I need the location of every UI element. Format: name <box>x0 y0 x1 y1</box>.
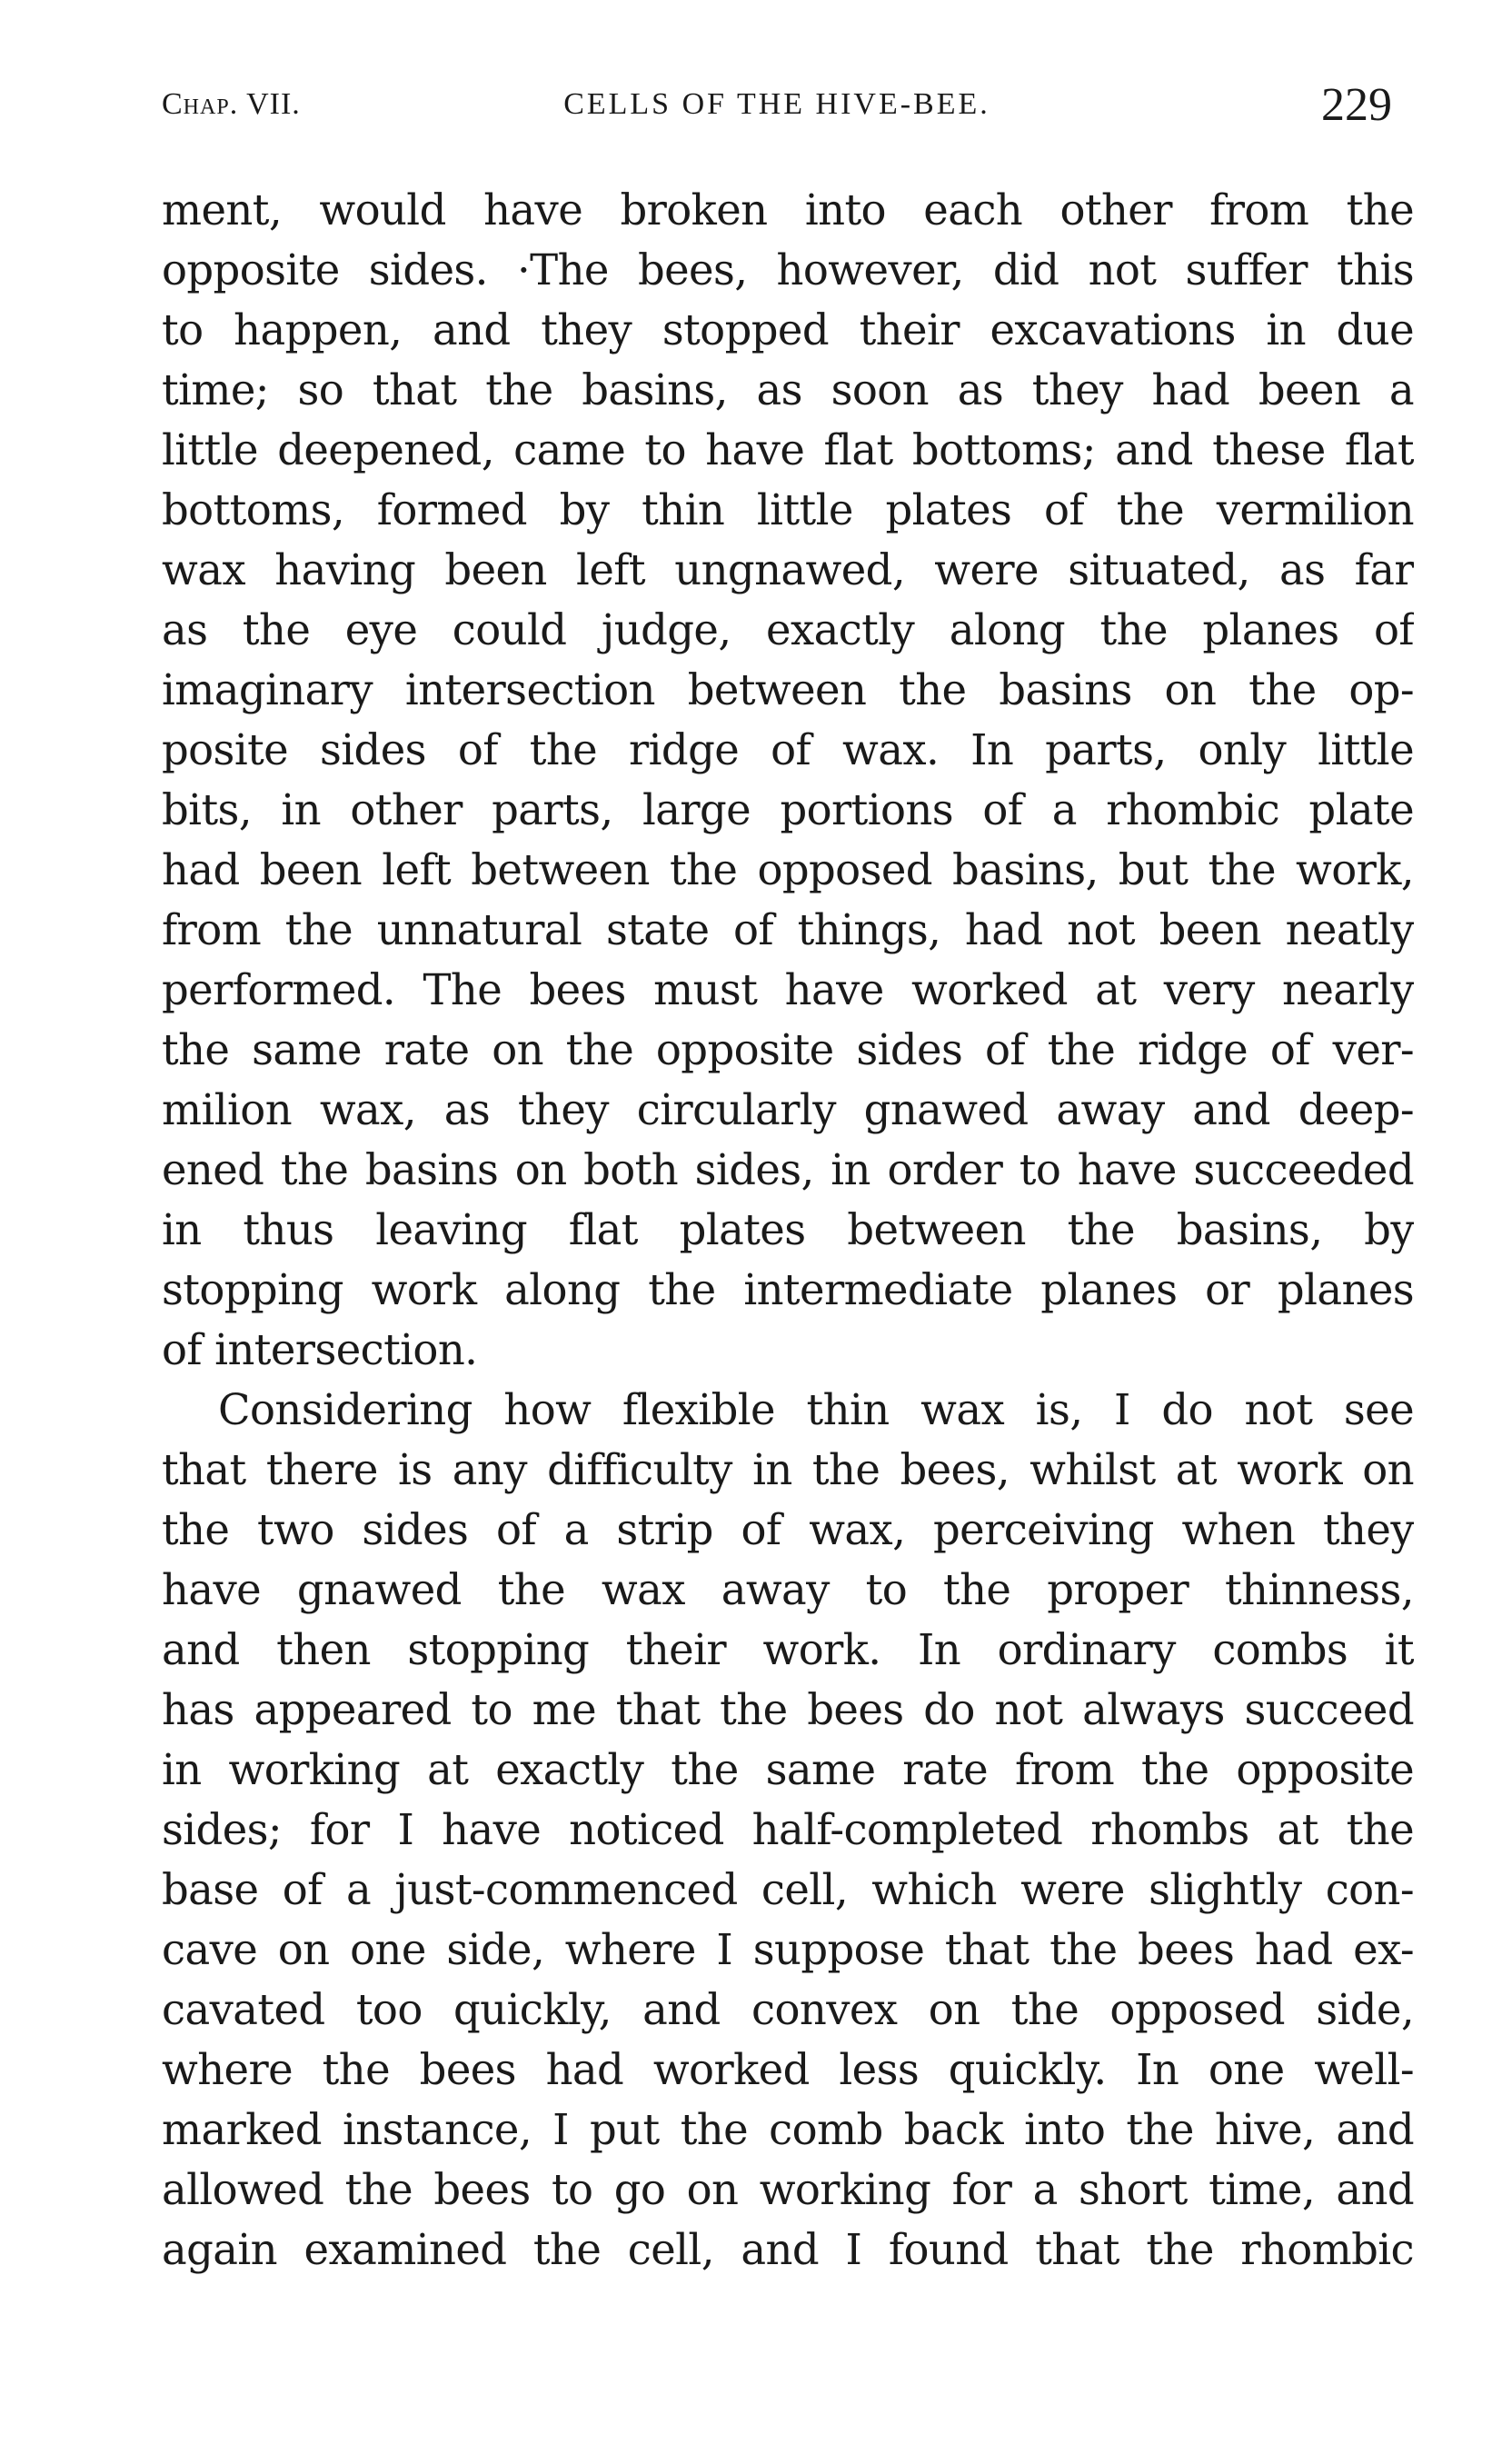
paragraph-1 <box>162 180 1414 1380</box>
text-line: cavated too quickly, and convex on the opposed side, <box>162 1985 1414 2034</box>
running-title: CELLS OF THE HIVE-BEE. <box>563 87 990 121</box>
text-line: the same rate on the opposite sides of the ridge of ver- <box>162 1025 1414 1074</box>
text-line: Considering how flexible thin wax is, I do not see <box>218 1385 1414 1434</box>
paragraph-2 <box>162 1380 1414 2280</box>
text-line: had been left between the opposed basins, but the work, <box>162 845 1414 894</box>
text-line: of intersection. <box>162 1325 478 1374</box>
text-line: that there is any difficulty in the bees, whilst at work on <box>162 1445 1414 1494</box>
text-line: wax having been left ungnawed, were situated, as far <box>162 545 1414 594</box>
text-line: as the eye could judge, exactly along the planes of <box>162 605 1414 654</box>
text-line: has appeared to me that the bees do not always succeed <box>162 1685 1414 1734</box>
text-line: again examined the cell, and I found that the rhombic <box>162 2225 1414 2274</box>
text-line: base of a just-commenced cell, which were slightly con- <box>162 1865 1414 1914</box>
text-line: allowed the bees to go on working for a short time, and <box>162 2165 1414 2214</box>
text-line: to happen, and they stopped their excavations in due <box>162 305 1414 354</box>
text-line: ened the basins on both sides, in order to have succeeded <box>162 1145 1414 1194</box>
text-line: in working at exactly the same rate from the opposite <box>162 1745 1414 1794</box>
text-line: bits, in other parts, large portions of a rhombic plate <box>162 785 1414 834</box>
body-text <box>162 180 1414 2280</box>
text-line: ment, would have broken into each other from the <box>162 185 1414 235</box>
text-line: from the unnatural state of things, had not been neatly <box>162 905 1414 954</box>
text-line: where the bees had worked less quickly. In one well- <box>162 2045 1414 2094</box>
text-line: marked instance, I put the comb back into the hive, and <box>162 2105 1414 2154</box>
text-line: posite sides of the ridge of wax. In parts, only little <box>162 725 1414 774</box>
text-line: in thus leaving flat plates between the basins, by <box>162 1205 1414 1254</box>
text-line: have gnawed the wax away to the proper thinness, <box>162 1565 1414 1614</box>
text-line: cave on one side, where I suppose that the bees had ex- <box>162 1925 1414 1974</box>
text-line: time; so that the basins, as soon as they had been a <box>162 365 1414 414</box>
text-line: milion wax, as they circularly gnawed away and deep- <box>162 1085 1414 1134</box>
text-line: stopping work along the intermediate planes or planes <box>162 1265 1414 1314</box>
text-line: performed. The bees must have worked at very nearly <box>162 965 1414 1014</box>
text-line: the two sides of a strip of wax, perceiving when they <box>162 1505 1414 1554</box>
text-line: imaginary intersection between the basins on the op- <box>162 665 1414 714</box>
chapter-label: Chap. VII. <box>162 87 301 121</box>
text-line: and then stopping their work. In ordinary combs it <box>162 1625 1414 1674</box>
page-number: 229 <box>1321 79 1392 131</box>
text-line: little deepened, came to have flat bottoms; and these flat <box>162 425 1414 474</box>
running-head <box>162 79 1392 136</box>
text-line: opposite sides. ·The bees, however, did not suffer this <box>162 245 1414 294</box>
text-line: bottoms, formed by thin little plates of the vermilion <box>162 485 1414 534</box>
text-line: sides; for I have noticed half-completed rhombs at the <box>162 1805 1414 1854</box>
